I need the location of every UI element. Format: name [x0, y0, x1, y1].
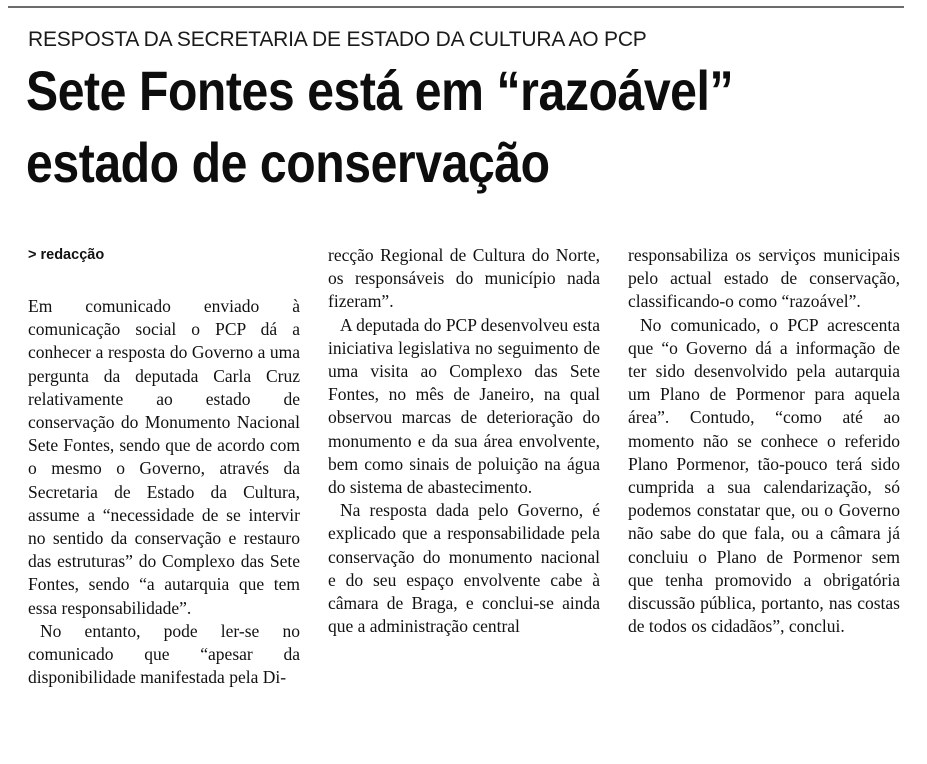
paragraph: recção Regional de Cultura do Norte, os responsáveis do município nada fizeram”. — [328, 245, 600, 312]
paragraph: No entanto, pode ler-se no comunicado que “apesar da disponibilidade manifestada pela Di- — [28, 620, 300, 688]
article-column-1 — [28, 244, 300, 689]
paragraph: responsabiliza os serviços municipais pelo actual estado de conservação, classificando-o como “razoável”. — [628, 245, 900, 312]
article-column-3 — [628, 244, 900, 638]
headline — [26, 55, 906, 199]
paragraph: No comunicado, o PCP acrescenta que “o Governo dá a informação de ter sido desenvolvido pela autarquia um Plano de Pormenor para aquela área”. Contudo, “como até ao momento não se conhece o referido Plano Pormenor, tão-pouco terá sido cumprida a sua calendarização, só podemos constatar que, ou o Governo não sabe do que fala, ou a câmara já concluiu o Plano de Pormenor sem que tenha promovido a obrigatória discussão pública, portanto, nas costas de todos os cidadãos”, conclui. — [628, 314, 900, 637]
kicker: RESPOSTA DA SECRETARIA DE ESTADO DA CULTURA AO PCP — [28, 28, 647, 51]
headline-line-1: Sete Fontes está em “razoável” — [26, 59, 734, 122]
article-column-2 — [328, 244, 600, 638]
top-rule — [8, 6, 904, 8]
paragraph: A deputada do PCP desenvolveu esta iniciativa legislativa no seguimento de uma visita ao Complexo das Sete Fontes, no mês de Janeiro, na qual observou marcas de deterioração do monumento e da sua área envolvente, bem como sinais de poluição na água do sistema de abastecimento. — [328, 314, 600, 498]
byline: > redacção — [28, 247, 105, 263]
headline-line-2: estado de conservação — [26, 131, 550, 194]
paragraph: Na resposta dada pelo Governo, é explicado que a responsabilidade pela conservação do monumento nacional e do seu espaço envolvente cabe à câmara de Braga, e conclui-se ainda que a administração central — [328, 500, 600, 637]
paragraph: Em comunicado enviado à comunicação social o PCP dá a conhecer a resposta do Governo a uma pergunta da deputada Carla Cruz relativamente ao estado de conservação do Monumento Nacional Sete Fontes, sendo que de acordo com o mesmo o Governo, através da Secretaria de Estado da Cultura, assume a “necessidade de se intervir no sentido da conservação e restauro das estruturas” do Complexo das Sete Fontes, sendo “a autarquia que tem essa responsabilidade”. — [28, 296, 300, 618]
